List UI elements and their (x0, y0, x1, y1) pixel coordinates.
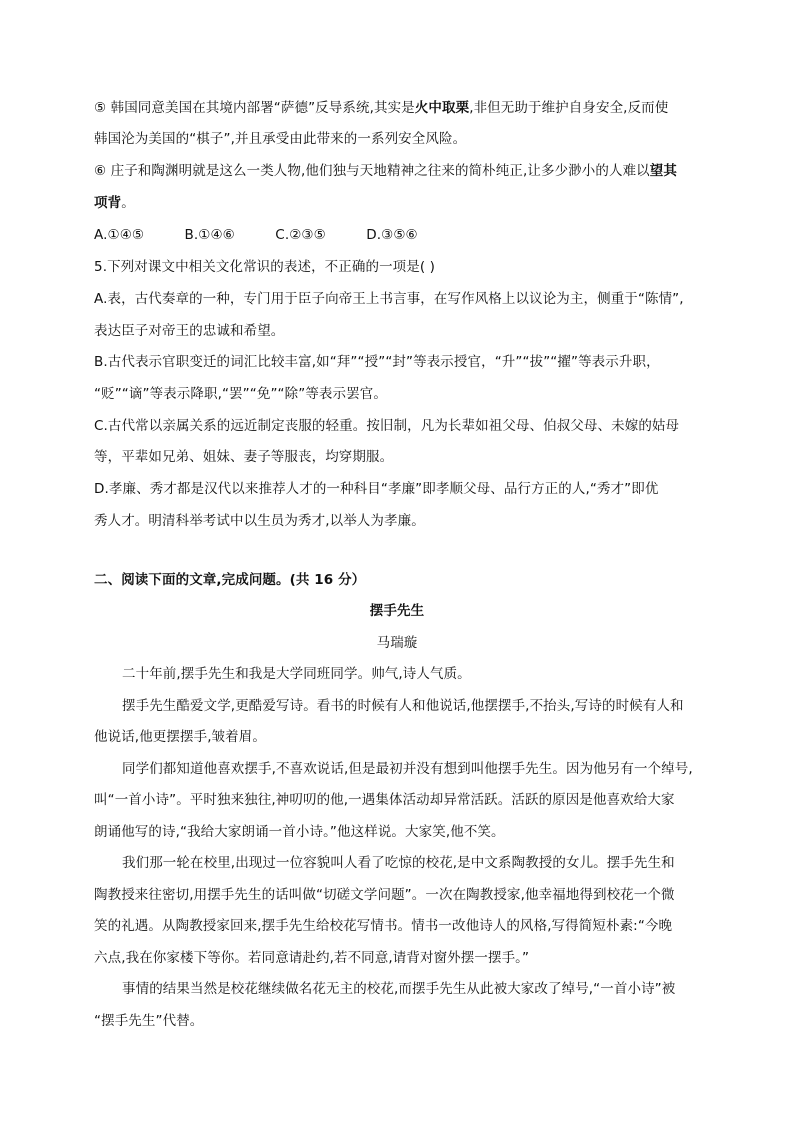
q5-option-b-line-1: B.古代表示官职变迁的词汇比较丰富,如“拜”“授”“封”等表示授官，“升”“拔”“擢”等表示升职， (94, 354, 660, 370)
paragraph-2-line-1: 摆手先生酷爱文学,更酷爱写诗。看书的时候有人和他说话,他摆摆手,不抬头,写诗的时候有人和 (122, 698, 684, 714)
q5-option-d-line-1: D.孝廉、秀才都是汉代以来推荐人才的一种科目“孝廉”即孝顺父母、品行方正的人,“秀才”即优 (94, 481, 659, 497)
text-span: ⑥ 庄子和陶渊明就是这么一类人物,他们独与天地精神之往来的简朴纯正,让多少渺小的人难以 (94, 163, 650, 179)
option-b[interactable]: B.①④⑥ (184, 227, 235, 243)
paragraph-1: 二十年前,摆手先生和我是大学同班同学。帅气,诗人气质。 (122, 666, 471, 682)
q4-item-5-line-2: 韩国沦为美国的“棋子”,并且承受由此带来的一系列安全风险。 (94, 131, 467, 147)
q5-stem: 5.下列对课文中相关文化常识的表述，不正确的一项是( ) (94, 259, 436, 275)
paragraph-3-line-1: 同学们都知道他喜欢摆手,不喜欢说话,但是最初并没有想到叫他摆手先生。因为他另有一个绰号, (122, 761, 693, 777)
paragraph-5-line-1: 事情的结果当然是校花继续做名花无主的校花,而摆手先生从此被大家改了绰号,“一首小诗”被 (122, 981, 676, 997)
paragraph-4-line-1: 我们那一轮在校里,出现过一位容貌叫人看了吃惊的校花,是中文系陶教授的女儿。摆手先生和 (122, 855, 675, 871)
option-a[interactable]: A.①④⑤ (94, 227, 145, 243)
q5-option-c-line-2: 等，平辈如兄弟、姐妹、妻子等服丧，均穿期服。 (94, 449, 394, 465)
text-span: ,非但无助于维护自身安全,反而使 (469, 100, 669, 116)
q5-option-d-line-2: 秀人才。明清科举考试中以生员为秀才,以举人为孝廉。 (94, 513, 425, 529)
q5-option-b-line-2: “贬”“谪”等表示降职,“罢”“免”“除”等表示罢官。 (94, 386, 387, 402)
option-d[interactable]: D.③⑤⑥ (366, 227, 418, 243)
paragraph-4-line-2: 陶教授来往密切,用摆手先生的话叫做“切磋文学问题”。一次在陶教授家,他幸福地得到校花一个微 (94, 887, 675, 903)
paragraph-4-line-3: 笑的礼遇。从陶教授家回来,摆手先生给校花写情书。情书一改他诗人的风格,写得简短朴素:“今晚 (94, 918, 673, 934)
q5-option-a-line-2: 表达臣子对帝王的忠诚和希望。 (94, 323, 285, 339)
q5-option-a-line-1: A.表，古代奏章的一种，专门用于臣子向帝王上书言事，在写作风格上以议论为主，侧重于“陈情”, (94, 291, 684, 307)
emphasis-text: 火中取栗 (414, 100, 470, 116)
emphasis-text: 望其 (649, 163, 677, 179)
paragraph-5-line-2: “摆手先生”代替。 (94, 1013, 204, 1029)
paragraph-4-line-4: 六点,我在你家楼下等你。若同意请赴约,若不同意,请背对窗外摆一摆手。” (94, 950, 530, 966)
article-author: 马瑞璇 (376, 635, 418, 651)
section-heading: 二、阅读下面的文章,完成问题。(共 16 分） (94, 572, 366, 588)
article-title: 摆手先生 (369, 603, 425, 619)
paragraph-3-line-2: 叫“一首小诗”。平时独来独往,神叨叨的他,一遇集体活动却异常活跃。活跃的原因是他喜欢给大家 (94, 792, 675, 808)
q4-item-6-line-1 (94, 161, 714, 181)
q4-options (94, 225, 714, 245)
option-c[interactable]: C.②③⑤ (275, 227, 326, 243)
paragraph-2-line-2: 他说话,他更摆摆手,皱着眉。 (94, 729, 266, 745)
q5-option-c-line-1: C.古代常以亲属关系的远近制定丧服的轻重。按旧制，凡为长辈如祖父母、伯叔父母、未嫁的姑母 (94, 418, 680, 434)
paragraph-3-line-3: 朗诵他写的诗,“我给大家朗诵一首小诗。”他这样说。大家笑,他不笑。 (94, 824, 505, 840)
q4-item-5-line-1 (94, 98, 714, 118)
text-span: ⑤ 韩国同意美国在其境内部署“萨德”反导系统,其实是 (94, 100, 415, 116)
emphasis-text: 项背 (94, 195, 122, 211)
q4-item-6-line-2 (94, 193, 714, 213)
text-span: 。 (121, 195, 135, 211)
